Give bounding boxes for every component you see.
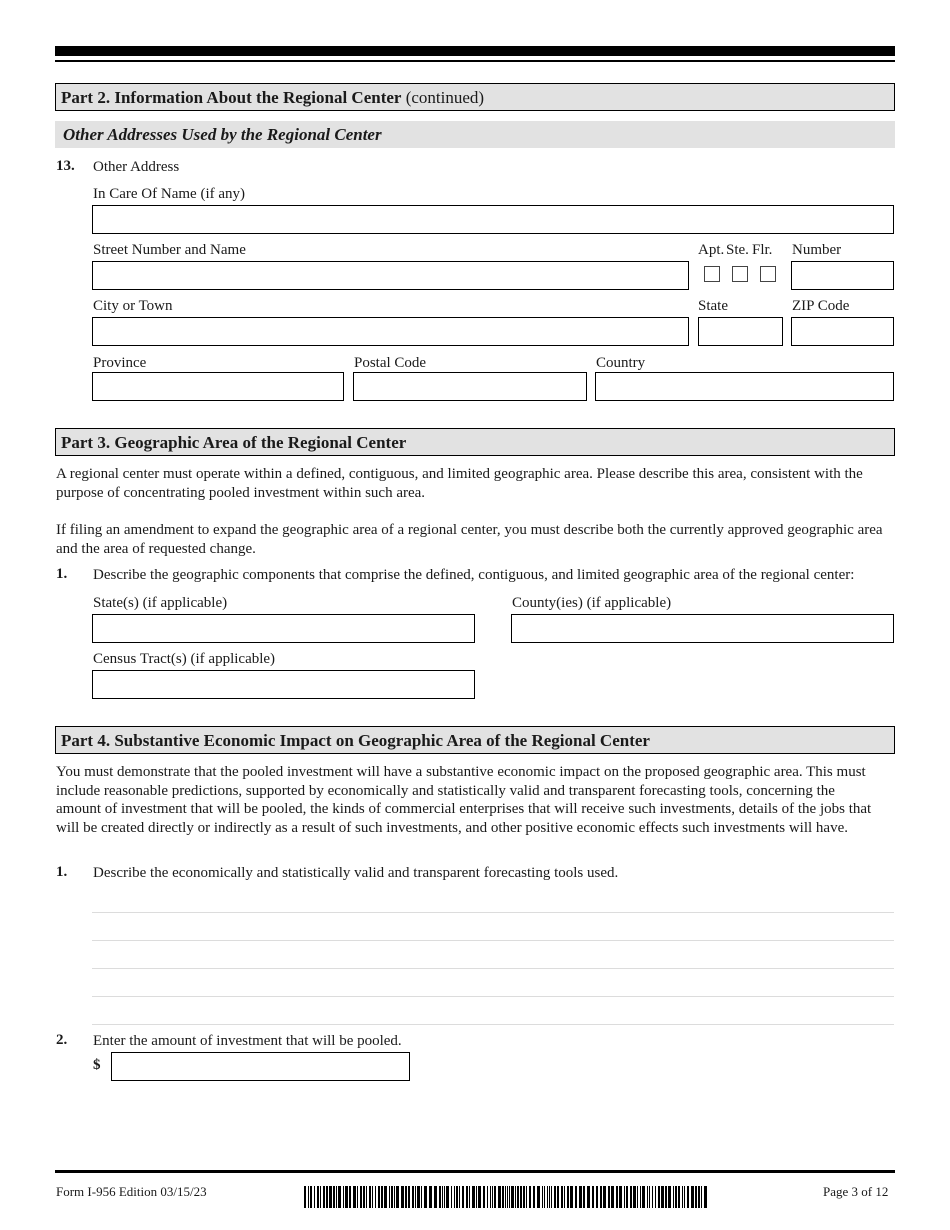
part4-header: Part 4. Substantive Economic Impact on Geographic Area of the Regional Center	[55, 726, 895, 754]
part4-item2-number: 2.	[56, 1032, 68, 1048]
tracts-label: Census Tract(s) (if applicable)	[93, 651, 276, 667]
street-label: Street Number and Name	[93, 242, 246, 258]
part4-item2-text: Enter the amount of investment that will be pooled.	[93, 1033, 402, 1049]
part2-header	[55, 83, 895, 111]
part3-header: Part 3. Geographic Area of the Regional Center	[55, 428, 895, 456]
currency-symbol: $	[93, 1057, 101, 1073]
ste-label: Ste.	[726, 242, 749, 258]
forecasting-tools-text-area[interactable]	[92, 884, 894, 1026]
state-label: State	[698, 298, 728, 314]
item13-label: Other Address	[93, 159, 180, 175]
province-field[interactable]	[92, 372, 344, 401]
part3-item1-text: Describe the geographic components that comprise the defined, contiguous, and limited geographic area of the regional center:	[93, 567, 855, 583]
page-number: Page 3 of 12	[823, 1184, 889, 1199]
zip-label: ZIP Code	[792, 298, 850, 314]
text-area-line-3	[92, 968, 894, 969]
ste-checkbox[interactable]	[732, 266, 748, 282]
apt-label: Apt.	[698, 242, 725, 258]
top-rule-thick	[55, 46, 895, 56]
tracts-field[interactable]	[92, 670, 475, 699]
form-edition: Form I-956 Edition 03/15/23	[56, 1184, 207, 1199]
street-field[interactable]	[92, 261, 689, 290]
part2-subheading: Other Addresses Used by the Regional Center	[55, 121, 895, 148]
part4-item1-text: Describe the economically and statistically valid and transparent forecasting tools used.	[93, 865, 619, 881]
province-label: Province	[93, 355, 147, 371]
counties-field[interactable]	[511, 614, 894, 643]
unit-number-field[interactable]	[791, 261, 894, 290]
text-area-line-4	[92, 996, 894, 997]
text-area-line-1	[92, 912, 894, 913]
part3-paragraph-2: If filing an amendment to expand the geographic area of a regional center, you must describe both the currently approved geographic area and the area of requested change.	[56, 522, 883, 557]
city-field[interactable]	[92, 317, 689, 346]
care-of-label: In Care Of Name (if any)	[93, 186, 246, 202]
states-label: State(s) (if applicable)	[93, 595, 228, 611]
part4-item1-number: 1.	[56, 864, 68, 880]
pooled-amount-field[interactable]	[111, 1052, 410, 1081]
postal-field[interactable]	[353, 372, 587, 401]
care-of-field[interactable]	[92, 205, 894, 234]
apt-checkbox[interactable]	[704, 266, 720, 282]
item13-number: 13.	[56, 158, 75, 174]
states-field[interactable]	[92, 614, 475, 643]
text-area-line-5	[92, 1024, 894, 1025]
counties-label: County(ies) (if applicable)	[512, 595, 672, 611]
country-field[interactable]	[595, 372, 894, 401]
city-label: City or Town	[93, 298, 173, 314]
footer-rule	[55, 1170, 895, 1173]
country-label: Country	[596, 355, 646, 371]
text-area-line-2	[92, 940, 894, 941]
top-rule-thin	[55, 60, 895, 62]
part4-paragraph: You must demonstrate that the pooled investment will have a substantive economic impact on the proposed geographic area. This must include reasonable predictions, supported by economically and statistically valid and transparent forecasting tools, concerning the amount of investment that will be pooled, the kinds of commercial enterprises that will receive such investments, details of the jobs that will be created directly or indirectly as a result of such investments, and other positive economic effects such investments will have.	[56, 764, 872, 836]
barcode-icon	[304, 1186, 712, 1208]
flr-label: Flr.	[752, 242, 773, 258]
unit-number-label: Number	[792, 242, 842, 258]
part3-item1-number: 1.	[56, 566, 68, 582]
part3-paragraph-1: A regional center must operate within a defined, contiguous, and limited geographic area. Please describe this area, consistent with the purpose of concentrating pooled investment within such area.	[56, 466, 863, 501]
postal-label: Postal Code	[354, 355, 427, 371]
state-field[interactable]	[698, 317, 783, 346]
flr-checkbox[interactable]	[760, 266, 776, 282]
part2-title-continued: (continued)	[401, 88, 485, 107]
zip-field[interactable]	[791, 317, 894, 346]
part2-title: Part 2. Information About the Regional Center	[61, 88, 402, 107]
